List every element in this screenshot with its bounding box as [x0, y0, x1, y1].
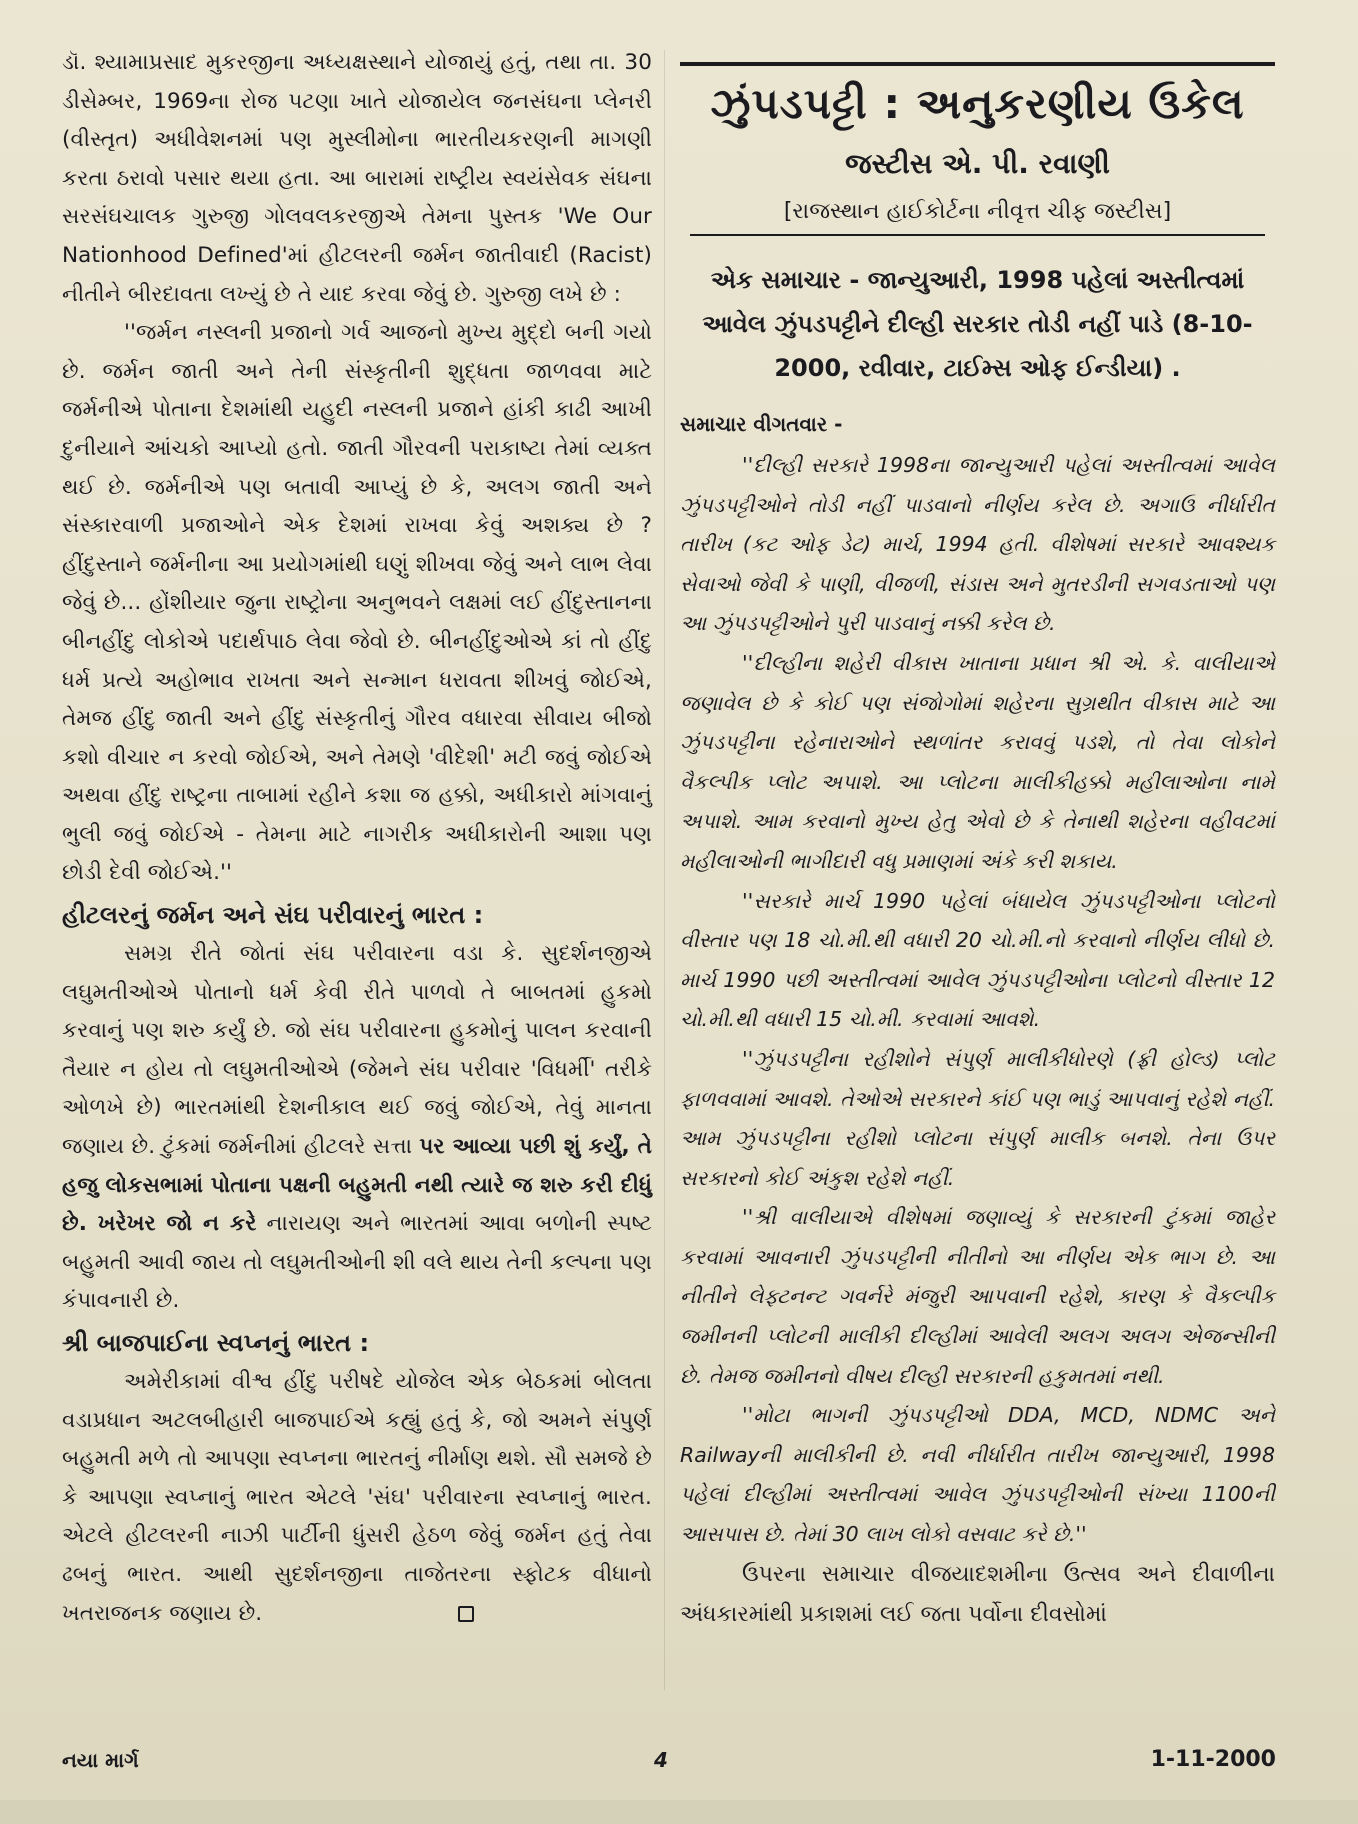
heading-hitler-germany: હીટલરનું જર્મન અને સંઘ પરીવારનું ભારત :	[62, 901, 484, 930]
heading-bajpai-dream: શ્રી બાજપાઈના સ્વપ્નનું ભારત :	[62, 1329, 370, 1357]
article-author: જસ્ટીસ એ. પી. રવાણી	[845, 147, 1110, 180]
left-paragraph-3	[62, 935, 652, 1321]
left-paragraph-1: ડૉ. શ્યામાપ્રસાદ મુકરજીના અધ્યક્ષસ્થાને યોજાયું હતું, તથા તા. 30 ડીસેમ્બર, 1969ના રોજ પટણા ખાતે યોજાયેલ જનસંઘના પ્લેનરી (વીસ્તૃત) અધીવેશનમાં પણ મુસ્લીમોના ભારતીયકરણની માગણી કરતા ઠરાવો પસાર થયા હતા. આ બારામાં રાષ્ટ્રીય સ્વયંસેવક સંઘના સરસંઘચાલક ગુરુજી ગોલવલકરજીએ તેમના પુસ્તક 'We Our Nationhood Defined'માં હીટલરની જર્મન જાતીવાદી (Racist) નીતીને બીરદાવતા લખ્યું છે તે યાદ કરવા જેવું છે. ગુરુજી લખે છે :	[62, 50, 652, 307]
news-quote-5: ''શ્રી વાલીયાએ વીશેષમાં જણાવ્યું કે સરકારની ટુંકમાં જાહેર કરવામાં આવનારી ઝુંપડપટ્ટીની નીતીનો આ નીર્ણય એક ભાગ છે. આ નીતીને લેફ્ટનન્ટ ગવર્નરે મંજુરી આપવાની રહેશે, કારણ કે વૈકલ્પીક જમીનની પ્લોટની માલીકી દીલ્હીમાં આવેલી અલગ અલગ એજન્સીની છે. તેમજ જમીનનો વીષય દીલ્હી સરકારની હકુમતમાં નથી.	[680, 1205, 1275, 1388]
column-divider	[664, 50, 665, 1690]
scan-bottom-edge	[0, 1800, 1358, 1824]
left-column	[62, 44, 652, 1633]
page-number: 4	[654, 1748, 668, 1772]
news-details-label: સમાચાર વીગતવાર -	[680, 412, 843, 436]
left-paragraph-3-bold: પર આવ્યા પછી શું કર્યું, તે હજુ લોકસભામાં પોતાના પક્ષની બહુમતી નથી ત્યારે જ શરુ કરી દીધું છે. ખરેખર જો ન કરે	[62, 1134, 652, 1237]
title-top-rule	[680, 62, 1275, 66]
title-bottom-rule	[690, 234, 1265, 236]
news-headline: એક સમાચાર - જાન્યુઆરી, 1998 પહેલાં અસ્તીત્વમાં આવેલ ઝુંપડપટ્ટીને દીલ્હી સરકાર તોડી નહીં પાડે (8-10-2000, રવીવાર, ટાઈમ્સ ઓફ ઈન્ડીયા) .	[702, 266, 1253, 382]
author-affiliation: [રાજસ્થાન હાઈકોર્ટના નીવૃત્ત ચીફ જસ્ટીસ]	[783, 199, 1172, 224]
left-paragraph-3-tail: નારાયણ અને ભારતમાં આવા બળોની સ્પષ્ટ બહુમતી આવી જાય તો લઘુમતીઓની શી વલે થાય તેની કલ્પના પણ કંપાવનારી છે.	[62, 1211, 653, 1314]
right-closing-paragraph: ઉપરના સમાચાર વીજયાદશમીના ઉત્સવ અને દીવાળીના અંધકારમાંથી પ્રકાશમાં લઈ જતા પર્વોના દીવસોમાં	[680, 1561, 1275, 1627]
end-of-article-square-icon	[458, 1606, 474, 1622]
news-quote-1: ''દીલ્હી સરકારે 1998ના જાન્યુઆરી પહેલાં અસ્તીત્વમાં આવેલ ઝુંપડપટ્ટીઓને તોડી નહીં પાડવાનો નીર્ણય કરેલ છે. અગાઉ નીર્ધારીત તારીખ (કટ ઓફ ડેટ) માર્ચ, 1994 હતી. વીશેષમાં સરકારે આવશ્યક સેવાઓ જેવી કે પાણી, વીજળી, સંડાસ અને મુતરડીની સગવડતાઓ પણ આ ઝુંપડપટ્ટીઓને પુરી પાડવાનું નક્કી કરેલ છે.	[680, 453, 1275, 636]
left-paragraph-3-plain: સમગ્ર રીતે જોતાં સંઘ પરીવારના વડા કે. સુદર્શનજીએ લઘુમતીઓએ પોતાનો ધર્મ કેવી રીતે પાળવો તે બાબતમાં હુકમો કરવાનું પણ શરુ કર્યું છે. જો સંઘ પરીવારના હુકમોનું પાલન કરવાની તૈયાર ન હોય તો લઘુમતીઓએ (જેમને સંઘ પરીવાર 'વિધર્મી' તરીકે ઓળખે છે) ભારતમાંથી દેશનીકાલ થઈ જવું જોઈએ, તેવું માનતા જણાય છે. ટુંકમાં જર્મનીમાં હીટલરે સત્તા	[62, 941, 652, 1160]
journal-name: નયા માર્ગ	[62, 1748, 139, 1772]
news-quote-4: ''ઝુંપડપટ્ટીના રહીશોને સંપુર્ણ માલીકીધોરણે (ફ્રી હોલ્ડ) પ્લોટ ફાળવવામાં આવશે. તેઓએ સરકારને કાંઈ પણ ભાડું આપવાનું રહેશે નહીં. આમ ઝુંપડપટ્ટીના રહીશો પ્લોટના સંપુર્ણ માલીક બનશે. તેના ઉપર સરકારનો કોઈ અંકુશ રહેશે નહીં.	[680, 1046, 1275, 1190]
news-quote-2: ''દીલ્હીના શહેરી વીકાસ ખાતાના પ્રધાન શ્રી એ. કે. વાલીયાએ જણાવેલ છે કે કોઈ પણ સંજોગોમાં શહેરના સુગ્રથીત વીકાસ માટે આ ઝુંપડપટ્ટીના રહેનારાઓને સ્થળાંતર કરાવવું પડશે, તો તેવા લોકોને વૈકલ્પીક પ્લોટ અપાશે. આ પ્લોટના માલીકીહક્કો મહીલાઓના નામે અપાશે. આમ કરવાનો મુખ્ય હેતુ એવો છે કે તેનાથી શહેરના વહીવટમાં મહીલાઓની ભાગીદારી વધુ પ્રમાણમાં અંકે કરી શકાય.	[680, 650, 1275, 873]
article-title: ઝુંપડપટ્ટી : અનુકરણીય ઉકેલ	[710, 79, 1245, 128]
right-column	[680, 44, 1275, 1635]
issue-date: 1-11-2000	[1150, 1747, 1276, 1772]
page-footer	[62, 1740, 1276, 1780]
left-paragraph-4	[62, 1363, 652, 1633]
news-quote-3: ''સરકારે માર્ચ 1990 પહેલાં બંધાયેલ ઝુંપડપટ્ટીઓના પ્લોટનો વીસ્તાર પણ 18 ચો.મી.થી વધારી 20 ચો.મી.નો કરવાનો નીર્ણય લીધો છે. માર્ચ 1990 પછી અસ્તીત્વમાં આવેલ ઝુંપડપટ્ટીઓના પ્લોટનો વીસ્તાર 12 ચો.મી.થી વધારી 15 ચો.મી. કરવામાં આવશે.	[680, 888, 1275, 1032]
news-quote-6: ''મોટા ભાગની ઝુંપડપટ્ટીઓ DDA, MCD, NDMC અને Railwayની માલીકીની છે. નવી નીર્ધારીત તારીખ જાન્યુઆરી, 1998 પહેલાં દીલ્હીમાં અસ્તીત્વમાં આવેલ ઝુંપડપટ્ટીઓની સંખ્યા 1100ની આસપાસ છે. તેમાં 30 લાખ લોકો વસવાટ કરે છે.''	[680, 1403, 1275, 1547]
left-paragraph-4-text: અમેરીકામાં વીશ્વ હીંદુ પરીષદે યોજેલ એક બેઠકમાં બોલતા વડાપ્રધાન અટલબીહારી બાજપાઈએ કહ્યું હતું કે, જો અમને સંપુર્ણ બહુમતી મળે તો આપણા સ્વપ્નના ભારતનું નીર્માણ થશે. સૌ સમજે છે કે આપણા સ્વપ્નાનું ભારત એટલે 'સંઘ' પરીવારના સ્વપ્નાનું ભારત. એટલે હીટલરની નાઝી પાર્ટીની ધુંસરી હેઠળ જેવું જર્મન હતું તેવા ઢબનું ભારત. આથી સુદર્શનજીના તાજેતરના સ્ફોટક વીધાનો ખતરાજનક જણાય છે.	[62, 1369, 652, 1626]
golwalkar-quote: ''જર્મન નસ્લની પ્રજાનો ગર્વ આજનો મુખ્ય મુદ્દો બની ગયો છે. જર્મન જાતી અને તેની સંસ્કૃતીની શુદ્ધતા જાળવવા માટે જર્મનીએ પોતાના દેશમાંથી યહુદી નસ્લની પ્રજાને હાંકી કાઢી આખી દુનીયાને આંચકો આપ્યો હતો. જાતી ગૌરવની પરાકાષ્ટા તેમાં વ્યક્ત થઈ છે. જર્મનીએ પણ બતાવી આપ્યું છે કે, અલગ જાતી અને સંસ્કારવાળી પ્રજાઓને એક દેશમાં રાખવા કેવું અશક્ય છે ? હીંદુસ્તાને જર્મનીના આ પ્રયોગમાંથી ઘણું શીખવા જેવું અને લાભ લેવા જેવું છે... હોંશીયાર જુના રાષ્ટ્રોના અનુભવને લક્ષમાં લઈ હીંદુસ્તાનના બીનહીંદુ લોકોએ પદાર્થપાઠ લેવા જેવો છે. બીનહીંદુઓએ કાં તો હીંદુ ધર્મ પ્રત્યે અહોભાવ રાખતા અને સન્માન ધરાવતા શીખવું જોઈએ, તેમજ હીંદુ જાતી અને હીંદુ સંસ્કૃતીનું ગૌરવ વધારવા સીવાય બીજો કશો વીચાર ન કરવો જોઈએ, અને તેમણે 'વીદેશી' મટી જવું જોઈએ અથવા હીંદુ રાષ્ટ્રના તાબામાં રહીને કશા જ હક્કો, અધીકારો માંગવાનું ભુલી જવું જોઈએ - તેમના માટે નાગરીક અધીકારોની આશા પણ છોડી દેવી જોઈએ.''	[62, 320, 652, 886]
